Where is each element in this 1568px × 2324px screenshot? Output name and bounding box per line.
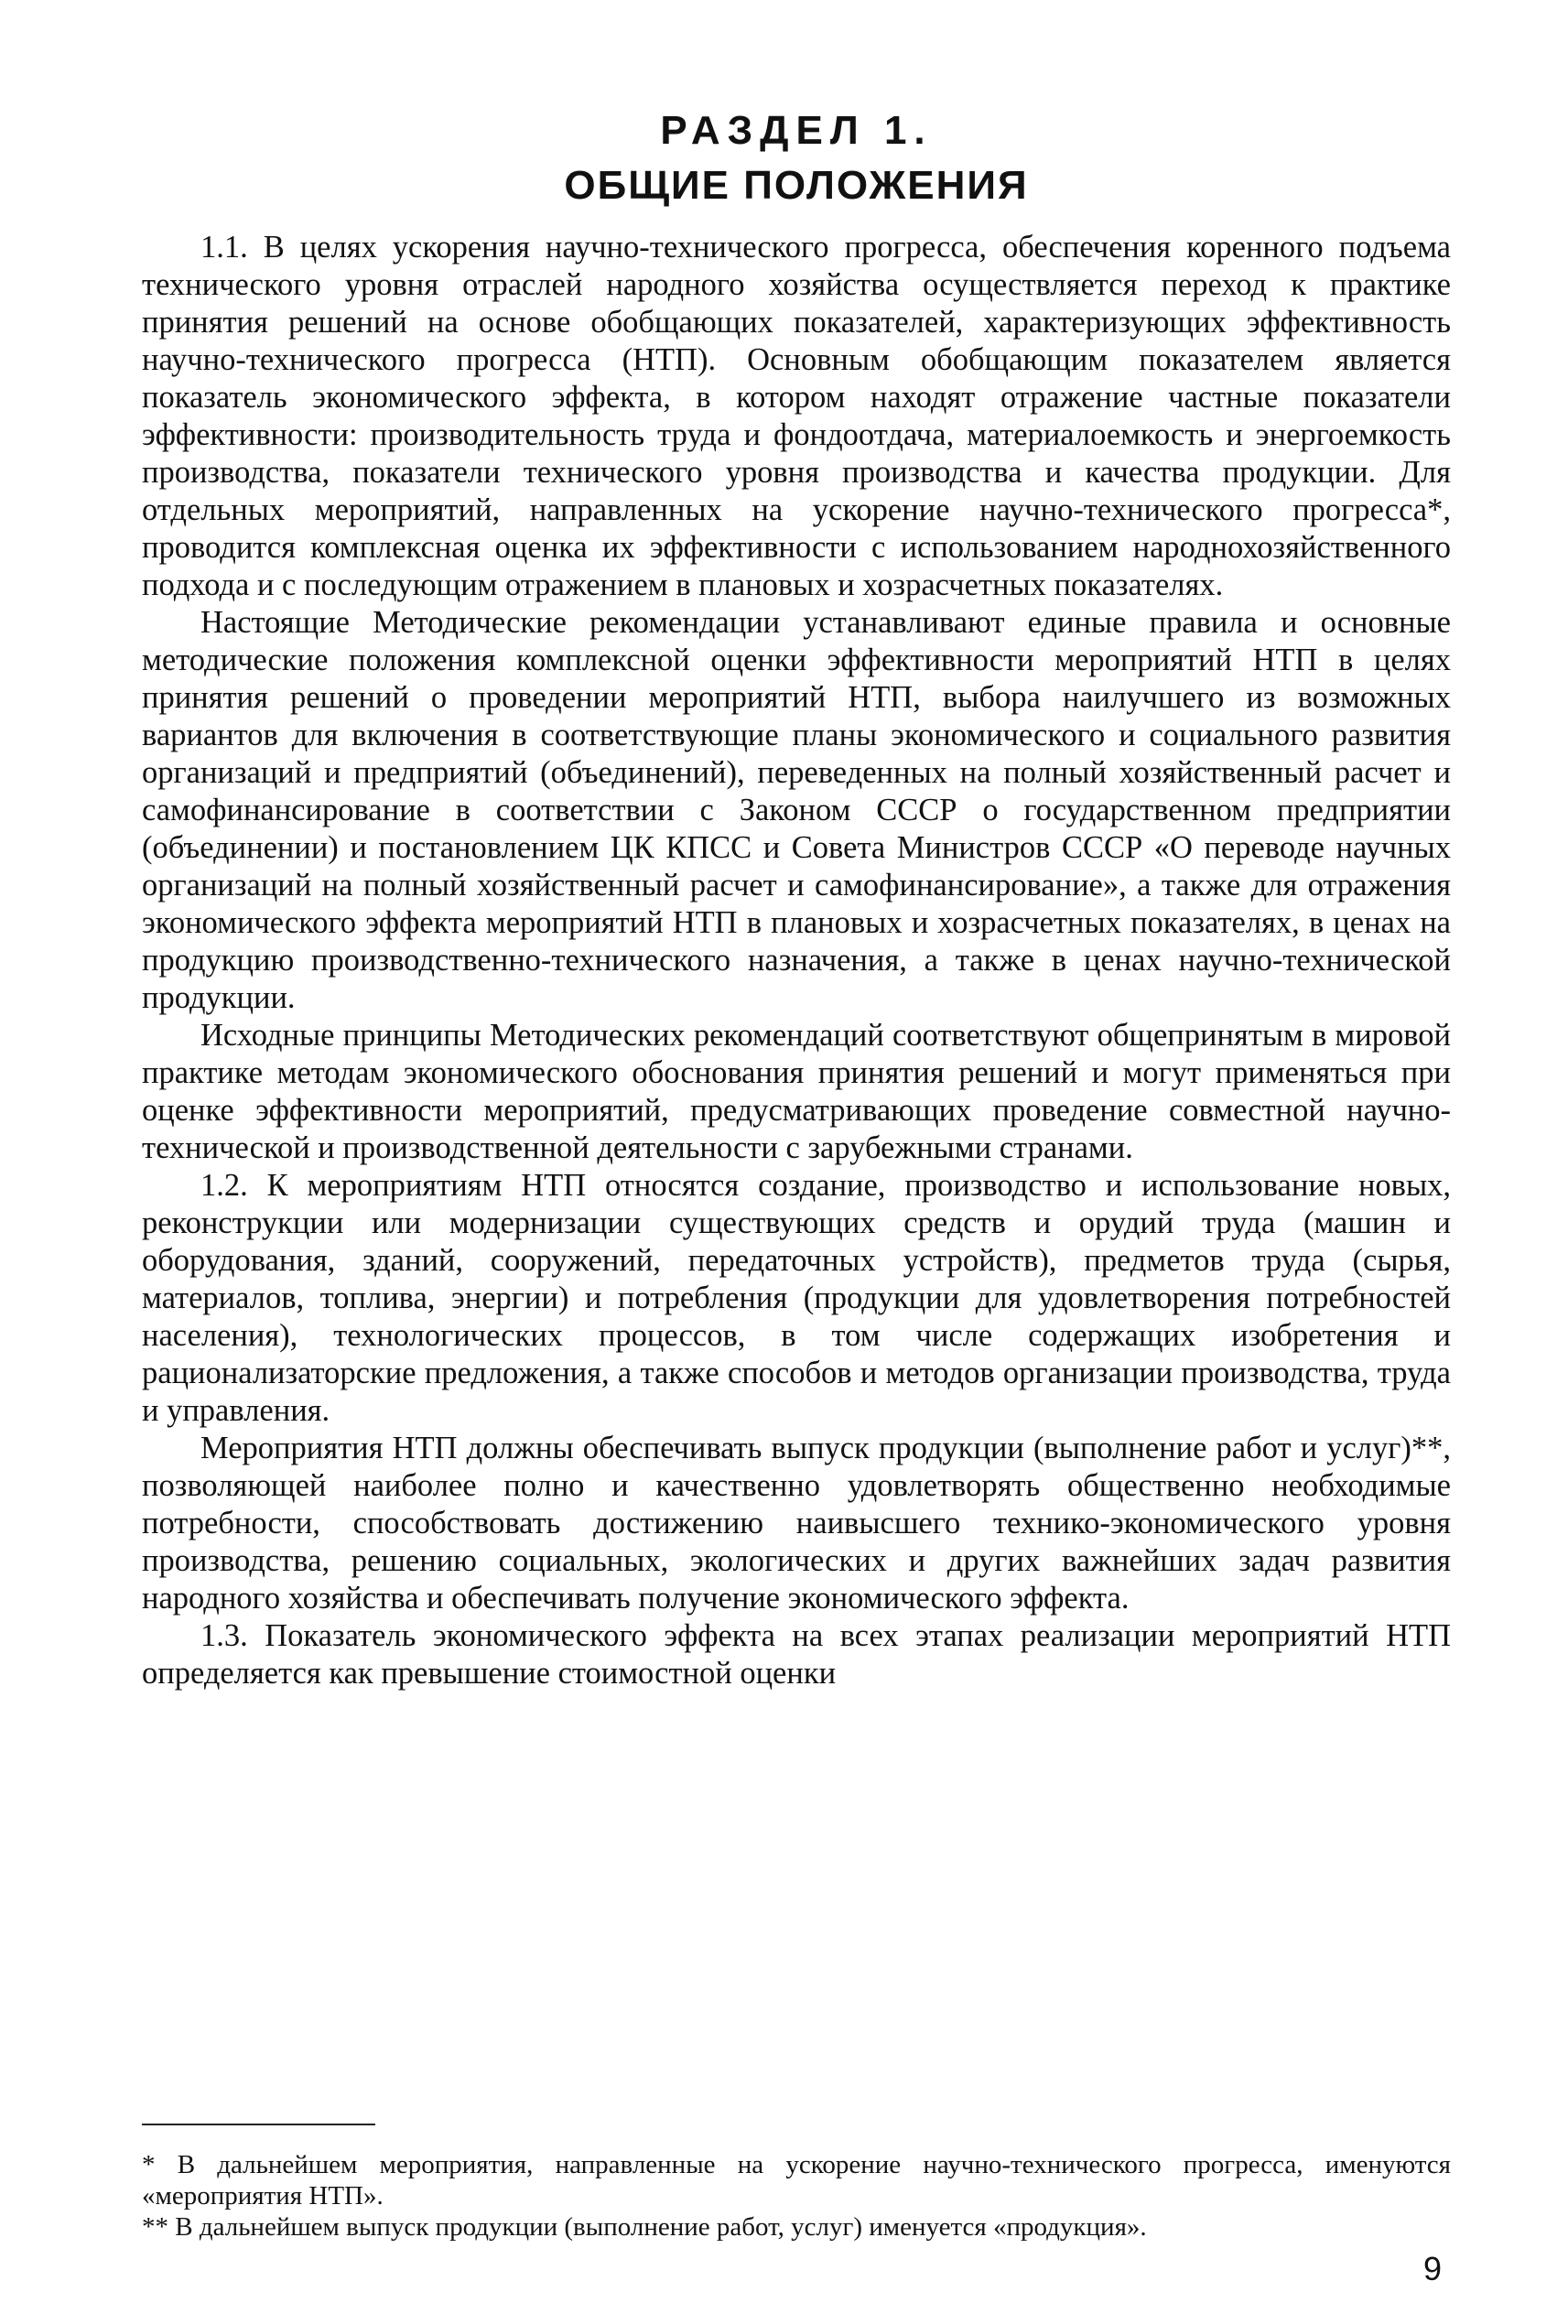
paragraph-measures: Мероприятия НТП должны обеспечивать выпуск продукции (выполнение работ и услуг)**, позволяющей наиболее полно и качественно удовлетворять общественно необходимые потребности, способствовать достижению наивысшего технико-экономического уровня производства, решению социальных, экологических и других важнейших задач развития народного хозяйства и обеспечивать получение экономического эффекта. <box>142 1431 1451 1616</box>
footnote-1: * В дальнейшем мероприятия, направленные на ускорение научно-технического прогресса, именуются «мероприятия НТП». <box>142 2150 1451 2211</box>
footnote-2: ** В дальнейшем выпуск продукции (выполнение работ, услуг) именуется «продукция». <box>142 2212 1147 2242</box>
footnote-divider <box>142 2124 375 2125</box>
paragraph-1-3: 1.3. Показатель экономического эффекта на всех этапах реализации мероприятий НТП определяется как превышение стоимостной оценки <box>142 1618 1451 1691</box>
document-page <box>142 0 1451 2324</box>
paragraph-1-1: 1.1. В целях ускорения научно-технического прогресса, обеспечения коренного подъема технического уровня отраслей народного хозяйства осуществляется переход к практике принятия решений на основе обобщающих показателей, характеризующих эффективность научно-технического прогресса (НТП). Основным обобщающим показателем является показатель экономического эффекта, в котором находят отражение частные показатели эффективности: производительность труда и фондоотдача, материалоемкость и энергоемкость производства, показатели технического уровня производства и качества продукции. Для отдельных мероприятий, направленных на ускорение научно-технического прогресса*, проводится комплексная оценка их эффективности с использованием народнохозяйственного подхода и с последующим отражением в плановых и хозрасчетных показателях. <box>142 230 1451 602</box>
body-text <box>142 229 1451 1692</box>
paragraph-recommendations: Настоящие Методические рекомендации устанавливают единые правила и основные методические положения комплексной оценки эффективности мероприятий НТП в целях принятия решений о проведении мероприятий НТП, выбора наилучшего из возможных вариантов для включения в соответствующие планы экономического и социального развития организаций и предприятий (объединений), переведенных на полный хозяйственный расчет и самофинансирование в соответствии с Законом СССР о государственном предприятии (объединении) и постановлением ЦК КПСС и Совета Министров СССР «О переводе научных организаций на полный хозяйственный расчет и самофинансирование», а также для отражения экономического эффекта мероприятий НТП в плановых и хозрасчетных показателях, в ценах на продукцию производственно-технического назначения, а также в ценах научно-технической продукции. <box>142 605 1451 1015</box>
footnotes <box>142 2149 1451 2243</box>
paragraph-1-2: 1.2. К мероприятиям НТП относятся создание, производство и использование новых, реконструкции или модернизации существующих средств и орудий труда (машин и оборудования, зданий, сооружений, передаточных устройств), предметов труда (сырья, материалов, топлива, энергии) и потребления (продукции для удовлетворения потребностей населения), технологических процессов, в том числе содержащих изобретения и рационализаторские предложения, а также способов и методов организации производства, труда и управления. <box>142 1168 1451 1428</box>
section-title: ОБЩИЕ ПОЛОЖЕНИЯ <box>564 163 1029 208</box>
page-number: 9 <box>1422 2250 1442 2287</box>
paragraph-principles: Исходные принципы Методических рекомендаций соответствуют общепринятым в мировой практике методам экономического обоснования принятия решений и могут применяться при оценке эффективности мероприятий, предусматривающих проведение совместной научно-технической и производственной деятельности с зарубежными странами. <box>142 1018 1451 1165</box>
section-label: РАЗДЕЛ 1. <box>660 108 933 153</box>
